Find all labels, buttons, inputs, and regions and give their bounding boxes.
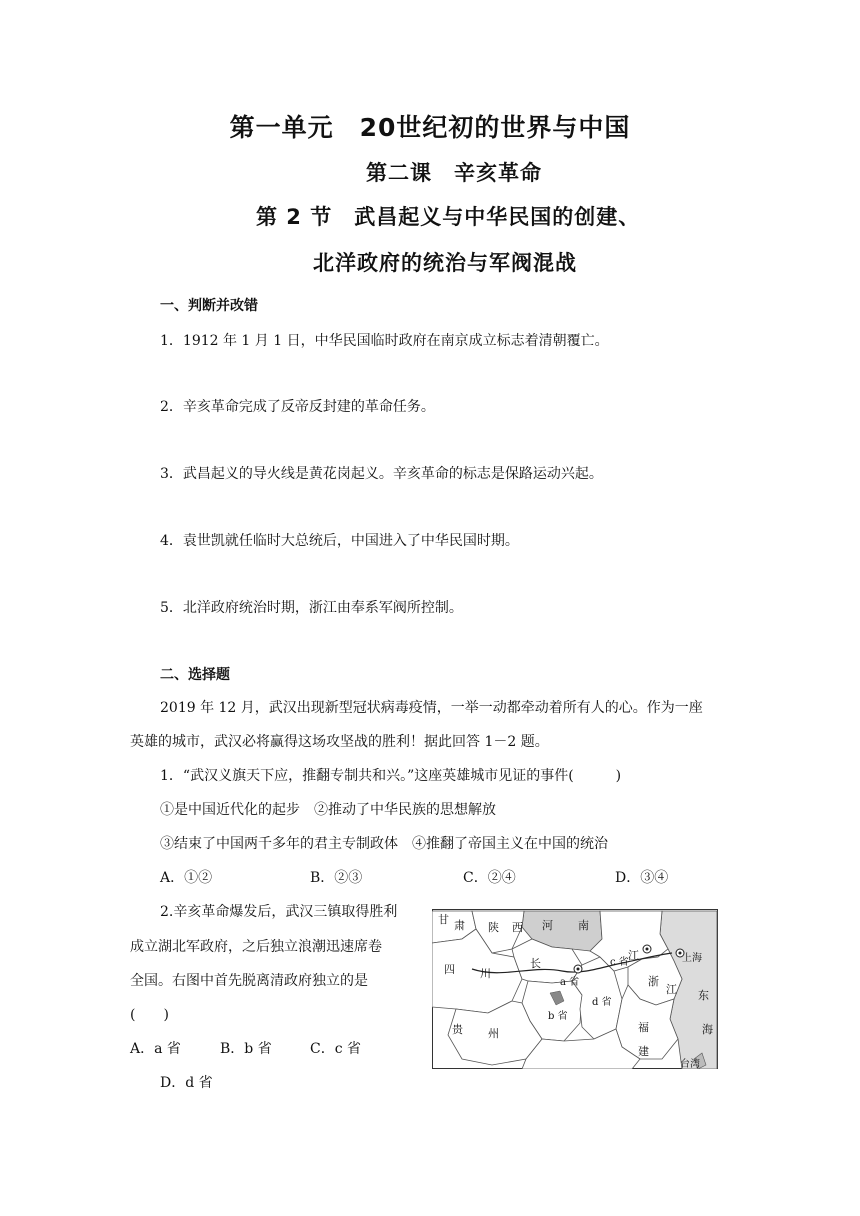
map-label-xi: 西 [512,921,523,934]
part1-heading: 一、判断并改错 [160,298,258,314]
map-label-su: 肃 [454,919,465,932]
map-label-si: 四 [444,963,455,976]
judge-item-5: 5．北洋政府统治时期，浙江由奉系军阀所控制。 [160,600,463,616]
q2-option-b: B．b 省 [220,1041,272,1057]
map-label-chang: 长 [530,957,541,970]
q2-line4: ( ) [130,1007,169,1023]
map-label-shaan: 陕 [488,921,499,934]
section-title-line2: 北洋政府的统治与军阀混战 [313,251,577,275]
map-label-jiang2: 江 [666,983,677,996]
q2-option-a: A．a 省 [130,1041,181,1057]
map-label-nan: 南 [578,919,589,932]
map-label-c: c 省 [610,957,629,968]
map-label-jian: 建 [638,1045,649,1058]
q1-option-a: A．①② [160,870,213,886]
map-label-b: b 省 [548,1011,568,1022]
map-label-zhou: 州 [488,1027,499,1040]
unit-title: 第一单元 20世纪初的世界与中国 [229,113,631,142]
map-label-dong: 东 [698,989,709,1002]
q2-option-c: C．c 省 [310,1041,362,1057]
q1-line3: ③结束了中国两千多年的君主专制政体 ④推翻了帝国主义在中国的统治 [160,836,608,852]
q1-option-c: C．②④ [463,870,516,886]
map-label-he: 河 [542,919,553,932]
q1-line2: ①是中国近代化的起步 ②推动了中华民族的思想解放 [160,802,496,818]
part2-heading: 二、选择题 [160,667,230,683]
intro-line-1: 2019 年 12 月，武汉出现新型冠状病毒疫情，一举一动都牵动着所有人的心。作为一座 [160,700,703,716]
judge-item-1: 1．1912 年 1 月 1 日，中华民国临时政府在南京成立标志着清朝覆亡。 [160,333,609,349]
q2-line2: 成立湖北军政府，之后独立浪潮迅速席卷 [130,939,382,955]
map-label-shanghai: 上海 [682,953,702,964]
map-label-gui: 贵 [452,1023,463,1036]
q2-option-d: D．d 省 [160,1075,213,1091]
q1-option-b: B．②③ [310,870,363,886]
q1-stem: 1．“武汉义旗天下应，推翻专制共和兴。”这座英雄城市见证的事件( ) [160,768,622,784]
map-label-d: d 省 [592,997,612,1008]
map-label-jiang: 江 [628,949,639,962]
judge-item-2: 2．辛亥革命完成了反帝反封建的革命任务。 [160,399,435,415]
judge-item-3: 3．武昌起义的导火线是黄花岗起义。辛亥革命的标志是保路运动兴起。 [160,466,603,482]
map-label-hai: 海 [702,1023,713,1036]
q2-line3: 全国。右图中首先脱离清政府独立的是 [130,973,368,989]
map-label-gan: 甘 [438,913,449,926]
intro-line-2: 英雄的城市，武汉必将赢得这场攻坚战的胜利！据此回答 1－2 题。 [130,734,549,750]
section-title-line1: 第 2 节 武昌起义与中华民国的创建、 [256,205,641,229]
map-label-zhe: 浙 [648,975,659,988]
map-label-chuan: 川 [480,967,491,980]
q2-line1: 2.辛亥革命爆发后，武汉三镇取得胜利 [160,904,398,920]
map-label-a: a 省 [560,977,580,988]
china-province-map [432,909,718,1069]
q1-option-d: D．③④ [615,870,669,886]
lesson-title: 第二课 辛亥革命 [366,161,542,185]
judge-item-4: 4．袁世凯就任临时大总统后，中国进入了中华民国时期。 [160,533,519,549]
map-label-taiwan: 台湾 [680,1059,700,1069]
map-label-fu: 福 [638,1021,649,1034]
